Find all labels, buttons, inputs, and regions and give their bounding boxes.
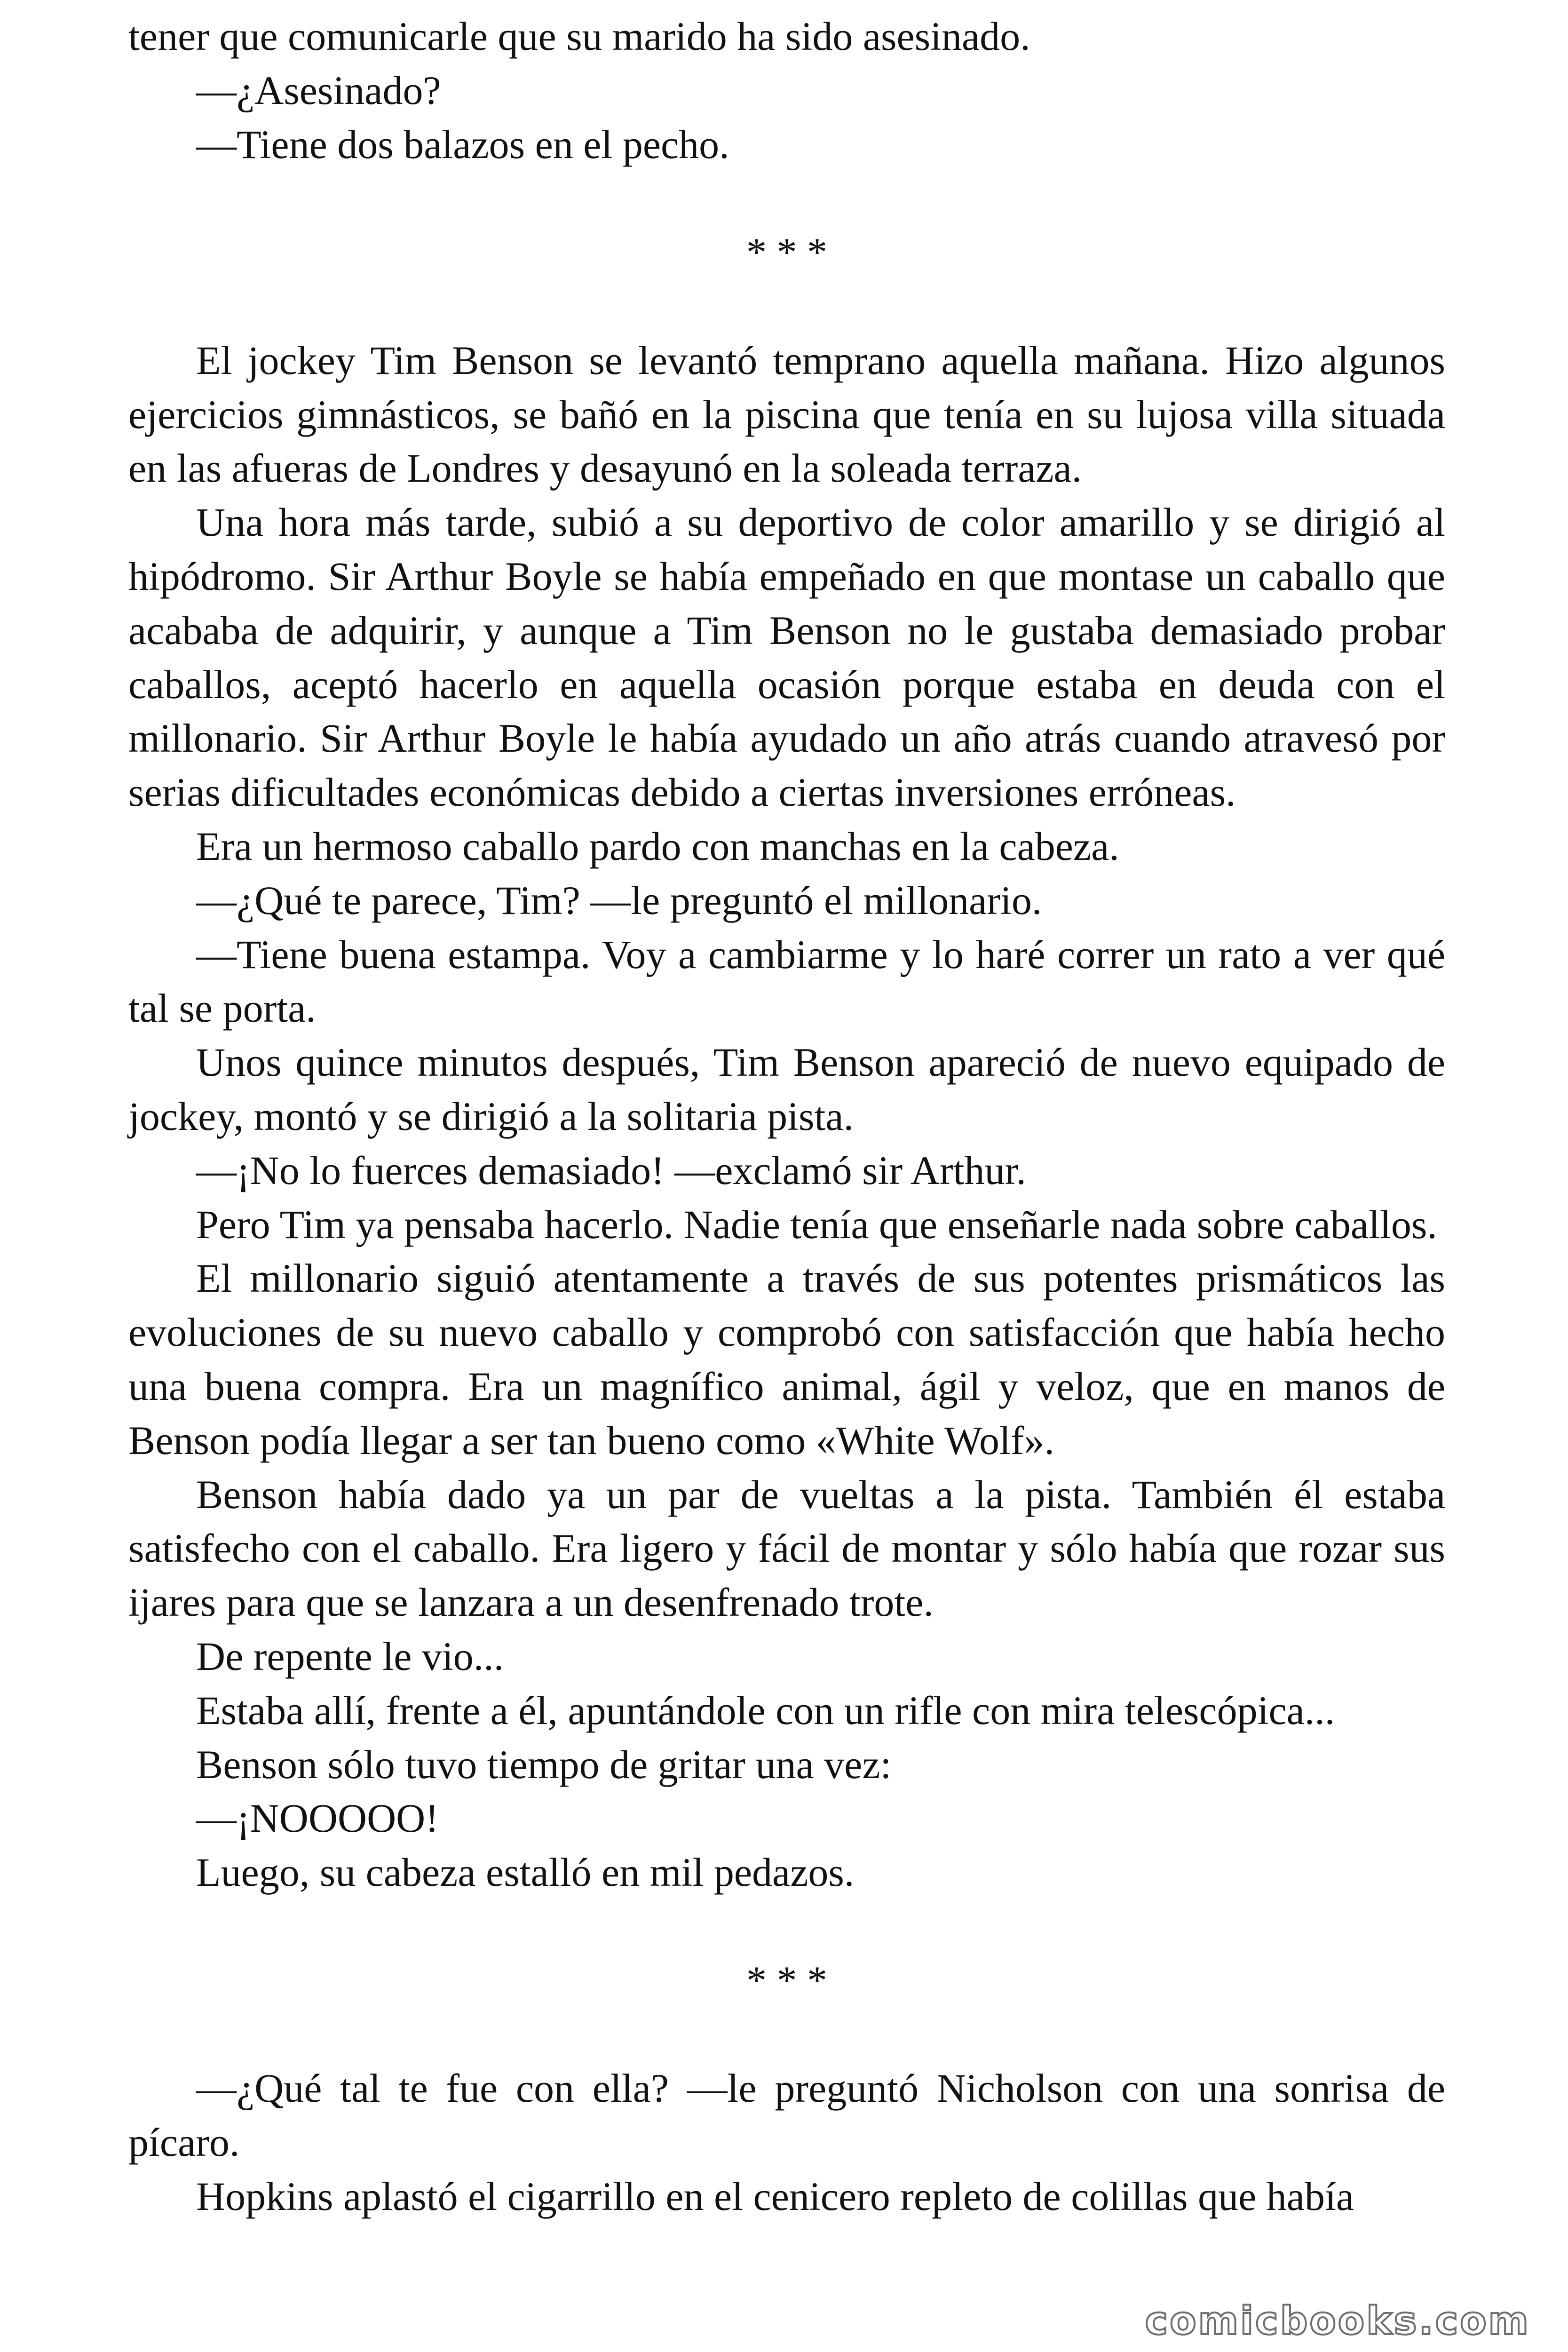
paragraph: El millonario siguió atentamente a través de sus potentes prismáticos las evoluciones de su nuevo caballo y comprobó con satisfacción que había hecho una buena compra. Era un magnífico animal, ágil y veloz, que en manos de Benson podía llegar a ser tan bueno como «White Wolf». <box>128 1255 1445 1463</box>
watermark-logo: comicbooks.com <box>1145 2299 1530 2344</box>
section-break: * * * <box>746 1957 827 2003</box>
paragraph: —Tiene buena estampa. Voy a cambiarme y lo haré correr un rato a ver qué tal se porta. <box>128 931 1445 1031</box>
paragraph: —¿Asesinado? <box>196 67 441 113</box>
paragraph: Hopkins aplastó el cigarrillo en el cenicero repleto de colillas que había <box>196 2173 1354 2219</box>
paragraph: —Tiene dos balazos en el pecho. <box>196 121 729 167</box>
section-break: * * * <box>746 230 827 275</box>
spacer <box>128 1899 1445 1954</box>
paragraph: De repente le vio... <box>196 1633 504 1679</box>
paragraph: —¿Qué tal te fue con ella? —le preguntó Nicholson con una sonrisa de pícaro. <box>128 2066 1445 2165</box>
paragraph: —¿Qué te parece, Tim? —le preguntó el millonario. <box>196 877 1042 923</box>
paragraph: Luego, su cabeza estalló en mil pedazos. <box>196 1850 855 1895</box>
spacer <box>128 171 1445 225</box>
paragraph: El jockey Tim Benson se levantó temprano aquella mañana. Hizo algunos ejercicios gimnásticos, se bañó en la piscina que tenía en su lujosa villa situada en las afueras de Londres y desayunó en la soleada terraza. <box>128 337 1445 491</box>
spacer <box>128 2007 1445 2061</box>
paragraph: Estaba allí, frente a él, apuntándole con un rifle con mira telescópica... <box>196 1687 1335 1733</box>
paragraph: —¡NOOOOO! <box>196 1796 439 1841</box>
paragraph: Una hora más tarde, subió a su deportivo de color amarillo y se dirigió al hipódromo. Sir Arthur Boyle se había empeñado en que montase un caballo que acababa de adquirir, y aunque a Tim Benson no le gustaba demasiado probar caballos, aceptó hacerlo en aquella ocasión porque estaba en deuda con el millonario. Sir Arthur Boyle le había ayudado un año atrás cuando atravesó por serias dificultades económicas debido a ciertas inversiones erróneas. <box>128 500 1445 815</box>
paragraph: Pero Tim ya pensaba hacerlo. Nadie tenía que enseñarle nada sobre caballos. <box>196 1201 1437 1247</box>
paragraph: Benson sólo tuvo tiempo de gritar una vez: <box>196 1741 892 1787</box>
paragraph: Unos quince minutos después, Tim Benson apareció de nuevo equipado de jockey, montó y se dirigió a la solitaria pista. <box>128 1040 1445 1139</box>
paragraph: tener que comunicarle que su marido ha sido asesinado. <box>128 14 1030 59</box>
paragraph: Benson había dado ya un par de vueltas a la pista. También él estaba satisfecho con el caballo. Era ligero y fácil de montar y sólo había que rozar sus ijares para que se lanzara a un desenfrenado trote. <box>128 1471 1445 1625</box>
paragraph: Era un hermoso caballo pardo con manchas en la cabeza. <box>196 823 1119 869</box>
page-body <box>128 9 1445 2224</box>
paragraph: —¡No lo fuerces demasiado! —exclamó sir Arthur. <box>196 1147 1026 1193</box>
spacer <box>128 279 1445 334</box>
